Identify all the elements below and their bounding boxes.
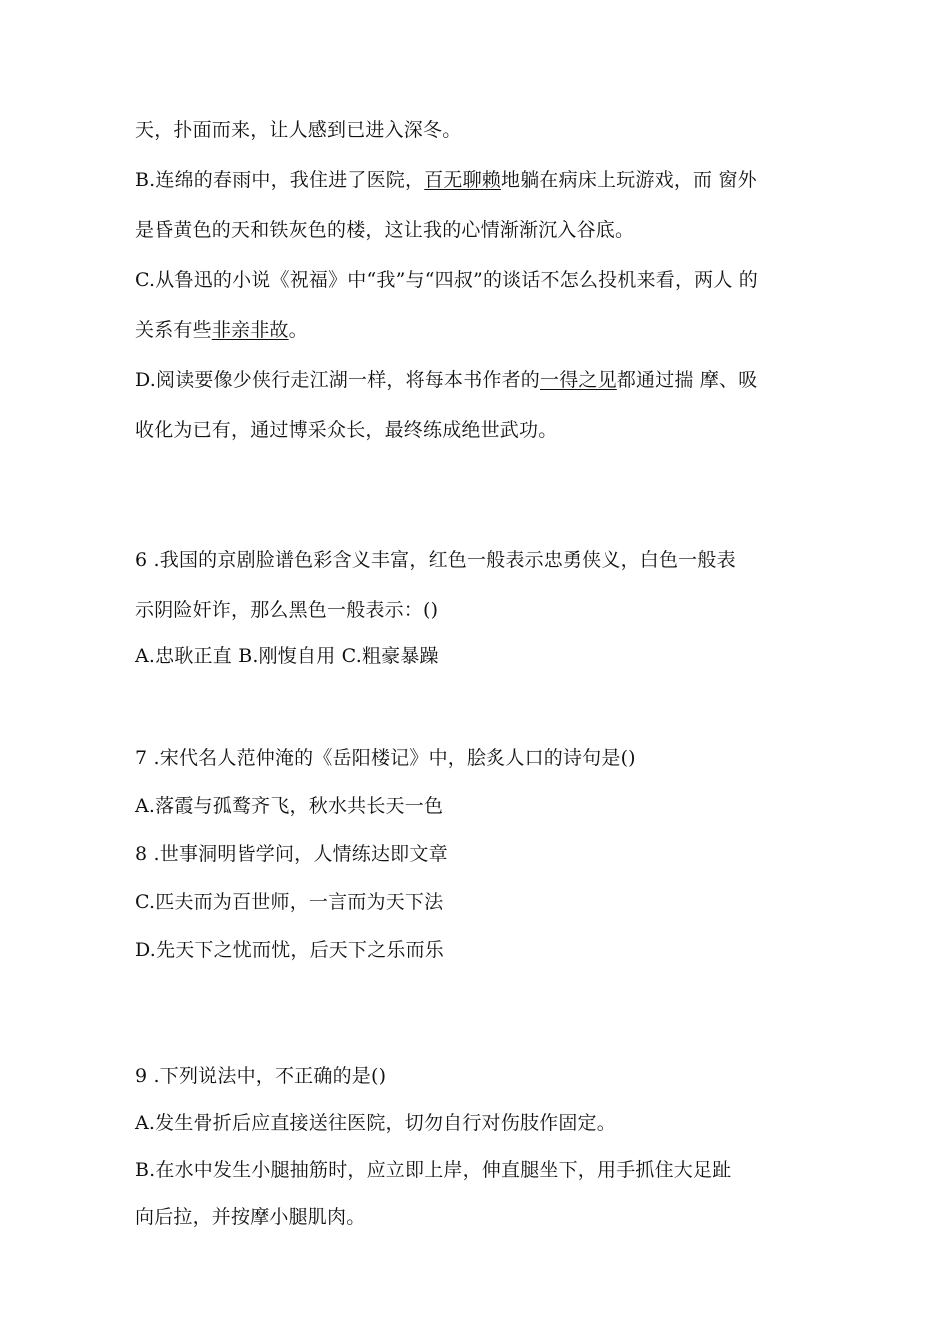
q5-option-b-line2: 是昏黄色的天和铁灰色的楼，这让我的心情渐渐沉入谷底。 (135, 219, 635, 241)
q8-option-d: D.先天下之忧而忧，后天下之乐而乐 (135, 939, 444, 961)
q7-stem: 7 .宋代名人范仲淹的《岳阳楼记》中，脍炙人口的诗句是() (135, 747, 636, 769)
q5-option-d-line2: 收化为已有，通过博采众长，最终练成绝世武功。 (135, 419, 558, 441)
q5-d-text-post: 都通过揣 摩、吸 (616, 369, 758, 391)
q9-stem: 9 .下列说法中，不正确的是() (135, 1065, 387, 1087)
q7-option-a: A.落霞与孤鹜齐飞，秋水共长天一色 (135, 795, 444, 817)
q5-option-a-tail: 天，扑面而来，让人感到已进入深冬。 (135, 119, 462, 141)
q5-b-text-pre: B.连绵的春雨中，我住进了医院， (135, 169, 425, 191)
q5-c-underlined-idiom: 非亲非故 (211, 319, 289, 341)
q5-option-d-line1 (135, 367, 757, 393)
q5-option-c-line1: C.从鲁迅的小说《祝福》中“我”与“四叔”的谈话不怎么投机来看，两人 的 (135, 269, 758, 291)
q8-option-c: C.匹夫而为百世师，一言而为天下法 (135, 891, 444, 913)
q5-b-text-post: 地躺在病床上玩游戏，而 窗外 (501, 169, 757, 191)
q5-option-b-line1 (135, 167, 757, 193)
q9-option-a: A.发生骨折后应直接送往医院，切勿自行对伤肢作固定。 (135, 1112, 616, 1134)
q5-b-underlined-idiom: 百无聊赖 (424, 169, 502, 191)
q5-d-underlined-idiom: 一得之见 (540, 369, 617, 391)
q6-stem-line1: 6 .我国的京剧脸谱色彩含义丰富，红色一般表示忠勇侠义，白色一般表 (135, 549, 736, 571)
q5-d-text-pre: D.阅读要像少侠行走江湖一样，将每本书作者的 (135, 369, 540, 391)
q5-option-c-line2 (135, 317, 308, 343)
q6-options: A.忠耿正直 B.刚愎自用 C.粗豪暴躁 (135, 645, 439, 667)
q6-stem-line2: 示阴险奸诈，那么黑色一般表示：() (135, 599, 439, 621)
q5-c-text-post: 。 (288, 319, 308, 341)
q5-c-text-pre: 关系有些 (135, 319, 212, 341)
q9-option-b-line2: 向后拉，并按摩小腿肌肉。 (135, 1206, 366, 1228)
q9-option-b-line1: B.在水中发生小腿抽筋时，应立即上岸，伸直腿坐下，用手抓住大足趾 (135, 1159, 732, 1181)
q8-stem: 8 .世事洞明皆学问，人情练达即文章 (135, 843, 448, 865)
